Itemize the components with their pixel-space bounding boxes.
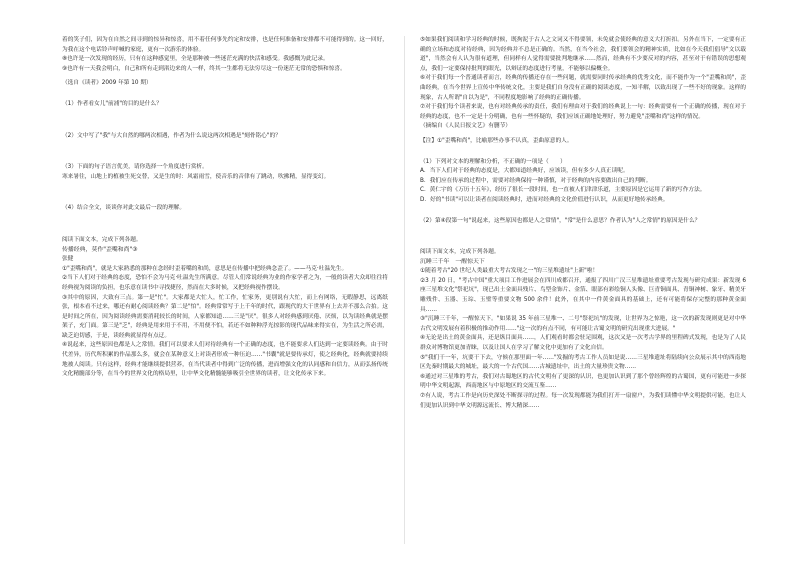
- passage-paragraph-7: ⑦对于我们每个读者来说，也有对经典传承的责任，我们有理由对于我们的经典说上一句：经典需要有一个正确的传播，现在对于经典的态度，也不一定是十分明确，也有一些怀疑的，我们应该正确地处理好，努力避免"歪嘴和尚"这样的情况。: [420, 104, 746, 120]
- passage2-paragraph-6: ⑥通过对三星堆的考古，我们对古蜀地区的古代文明有了更深的认识，也更加认识到了那个曾经辉煌的古蜀国，更有可能进一步探明中华文明起源，西南地区与中原地区的交流互鉴……: [420, 373, 746, 390]
- passage2-paragraph-7: ⑦有人说，考古工作是向历史深处不断探寻的过程。每一次发现都能为我们打开一扇窗户，为我们读懂中华文明提供可能，也让人们更加认识到中华文明源远流长、博大精深……: [420, 393, 746, 409]
- section-intro: 阅读下面文本，完成下列各题。: [62, 236, 142, 243]
- source-line: （选自《读者》2009 年第 10 期）: [62, 80, 152, 87]
- passage-author: 张健: [62, 256, 74, 263]
- option-b: B．我们应在传承的过程中，需要对经典保持一种谨慎，对于经典的内容要做出自己的判断。: [420, 177, 652, 184]
- passage-title-2: 沉睡三千年 一醒惊天下: [420, 258, 485, 265]
- column-divider: [404, 36, 405, 544]
- question-1: （1）作者看女儿"前浦"的目的是什么？: [62, 100, 162, 107]
- question-3: （3）下面的句子语言优美，请你选择一个角度进行赏析。 寒来暑往，山地上的植被生死交替，又是生的时：风霜雨雪，使音乐的音律有了跳动，吹拂精，显得变幻。: [62, 164, 330, 180]
- note-line: 【注】①"歪嘴和尚"，比喻那些办事不认真，歪曲原意的人。: [420, 137, 573, 144]
- passage2-paragraph-4: ④无论是出土的黄金面具，还是纵目面具……，人们观看时都会驻足围观，这次又是一次考古学界的里程碑式发现，也是为了人民群众对博物馆更加青睐，以及让国人在学习了解文化中更加有了文化自信。: [420, 335, 746, 352]
- passage2-paragraph-3: ③"沉睡三千年，一醒惊天下。"如果说 35 年前三星堆一、二号"祭祀坑"的发现，让世界为之惊艳，这一次的新发现则更是对中华古代文明发展有着积极的推动作用……"这一次的有点不同，有可能让古蜀文明的研究出现重大进展。": [420, 316, 746, 332]
- passage-paragraph-6: ⑥对于我们每一个普通读者而言，经典的传播还存在一些问题，就需要同时传承经典的优秀文化，而不能作为一个"歪嘴和尚"，歪曲经典，在当今世界上宣传中华传统文化，主要是我们自身没有正确的阅读态度，一知半解，以致出现了一些不好的现象。这样的现象，古人所谓"自以为是"，不同程度地影响了经典的正确传播。: [420, 75, 746, 101]
- passage-paragraph-1: ①"歪嘴和尚"，就是大家熟悉的那种在念经时歪着嘴的和尚，意思是在传播中把经典念歪了。——马克·吐温先生。: [62, 265, 348, 272]
- source-line-right: （摘编自《人民日报文艺》有删节）: [420, 123, 511, 130]
- paragraph-top-1: 着的笑子们，因为在自然之间寻到的惊异和惊喜，用不着任何事先约定和安排，也是任何准备和安排都不可能得到的。这一回好，为我在这个电话铃声呼喊的家庭，更有一次游乐的体验。: [62, 37, 388, 53]
- option-d: D．好的"书读"可以让读者在阅读经典时，进而对经典的文化价值进行认识，从而更好地传承经典。: [420, 196, 669, 203]
- passage2-paragraph-5: ⑤"我们干一年，坑要干下去，守候在那里面一年……"发掘的考古工作人员如是说……三星堆遗址将陆续向公众展示其中的西南地区先秦时期最大的城址，最大的一个古代国……古城遗址中，出土的大量珍贵文物……: [420, 354, 746, 371]
- paragraph-top-3: ⑨也许有一天我会明白，自己和所有走到渚边来的人一样，终其一生都将无法穷尽这一份迷茫无常的恐惧和惊喜。: [62, 65, 346, 72]
- passage-paragraph-2: ②当下人们对于经典的态度，恐怕不会为马克·吐温先生所满意。尽管人们常说经典为业的作家学者之为，一般的读者大众却往往将经典视为阅读的负担，也乐意在读书中寻找捷径，然而在大多时候，又把经典视作摆设。: [62, 275, 388, 291]
- left-column: [62, 36, 388, 548]
- passage-paragraph-5: ⑤如果我们阅读和学习经典的时候，既拘泥于古人之文词又不得要领，未免就会使经典的意义大打折扣。另外在当下，一定要有正确的立场和态度对待经典，因为经典并不总是正确的。当然，在当今社会，我们要领会的精神实质，比如在今天我们倡导"文以载道"，当然会有人认为很有道理，但同样有人觉得需要批判地继承……然而，经典有不少要反对的内容，甚至对于有错误的思想观点，我们一定要保持批判的眼光，以辩证的态度进行考量，不能够以偏概全。: [420, 37, 746, 72]
- question-2: （2）文中写了"我"与大自然的哪两次相遇，作者为什么说这两次相遇是"刻骨铭心"的？: [62, 132, 281, 139]
- right-question-2: （2）第④段第一句"说起来，这些原因也都是人之常情"，"常"是什么意思？作者认为"人之常情"的原因是什么？: [420, 217, 701, 224]
- right-question-1: （1）下列对文本的理解和分析，不正确的一项是（ ）: [420, 158, 566, 165]
- option-a: A．当下人们对于经典的态度是，大都知道经典好，应该读，但有多少人真正读呢。: [420, 168, 629, 175]
- passage2-paragraph-2: ②3 月 20 日，"考古中国"重大项目工作进展会在四川成都召开，通报了四川广汉三星堆遗址重要考古发现与研究成果：新发现 6 座三星堆文化"祭祀坑"，现已出土金面具残片、鸟型金饰片、金箔、眼部有彩绘铜人头像、巨青铜面具、青铜神树、象牙、精美牙雕残件、玉器、玉琮、玉璧等重要文物 500 余件！此外，在其中一件黄金面具的基础上，还有可能将保存完整的那种黄金面具……: [420, 277, 746, 313]
- question-4: （4）结合全文，谈谈你对此文最后一段的理解。: [62, 205, 186, 212]
- option-c: C．黄仁宇的《万历十五年》，经历了很长一段时间，也一直被人们津津乐道，主要原因是它运用了新的写作方法。: [420, 187, 706, 194]
- passage-paragraph-4: ④说起来，这些原因也都是人之常情。我们可以要求人们对待经典有一个正确的态度，也不能要求人们达到一定要读经典。由于时代差异，历代所积累的作品那么多，就会在某种意义上对读者形成一种压迫……"书囊"就是要传承灯，使之经典化，经典就要持续地被人阅读。只有这样，经典才能继续提供营养，在当代读者中得到广泛的传播，进而增强文化的认同感和自信力，从而弘扬传统文化精髓部分等，在当今的世界文化的格局里，让中华文化精髓能够吸引全世界的读者，让文化传承下来。: [62, 342, 388, 378]
- passage-title: 传播经典，莫作"歪嘴和尚"③: [62, 246, 138, 253]
- paragraph-top-2: ⑧也许是一次发现的经历，只有在这种感觉里，全是那种被一些迷茫充满的快活和感受。我感慨为此记录。: [62, 56, 329, 63]
- passage2-paragraph-1: ①随着考古"20 世纪人类最重大考古发现之一"的三星堆遗址"上新"啦！: [420, 268, 599, 275]
- passage-paragraph-3: ③其中的原因，大致有三点。第一是"忙"。大家都是大忙人，忙工作，忙家务，更别说有大忙，而上有网络，无暇静思，远离纸张，根本看不过来，哪还有耐心阅读经典？第二是"怕"。经典常常写于上千年的时代，跟现代的大干世界有上去并不那么合拍。这是时间之所在，因为阅读经典需要消耗较长的时间，人家都知道……三是"厌"。很多人对经典感到厌倦、厌烦，以为读经典就是摆架子，充门面。第三是"乏"，经典是用来用于不用，不用便不怕，若还不如种种浮光掠影的现代品味来得实在，为生活之所必需，缺乏迫切感，于是，读经典就显得有点迂。: [62, 294, 388, 339]
- right-column: [420, 36, 746, 548]
- section-intro-2: 阅读下面文本，完成下列各题。: [420, 249, 500, 256]
